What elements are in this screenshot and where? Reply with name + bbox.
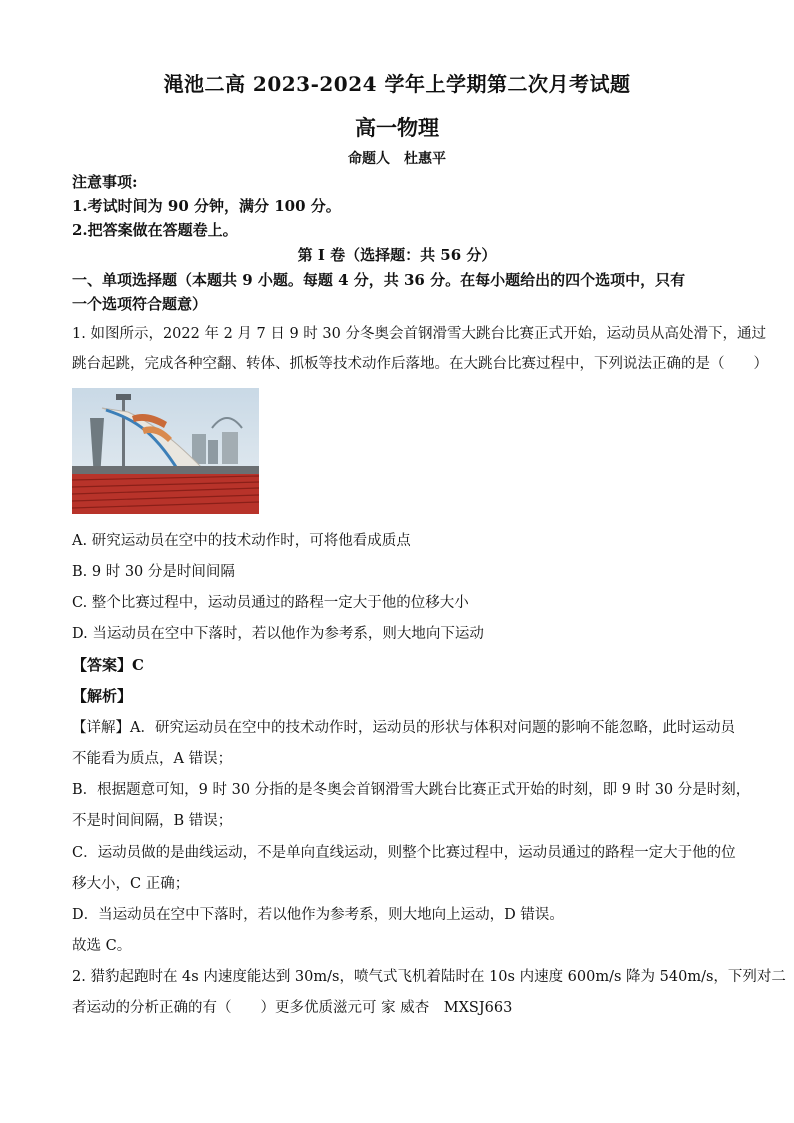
author-line: 命题人 杜惠平 (348, 151, 446, 167)
q2-stem-line1: 2. 猎豹起跑时在 4s 内速度能达到 30m/s，喷气式飞机着陆时在 10s 内速度 600m/s 降为 540m/s，下列对二 (72, 969, 786, 985)
q1-option-a: A. 研究运动员在空中的技术动作时，可将他看成质点 (72, 533, 411, 549)
part1-instructions-line2: 一个选项符合题意） (72, 295, 208, 313)
q1-option-d: D. 当运动员在空中下落时，若以他作为参考系，则大地向下运动 (72, 626, 484, 642)
q2-stem-line2: 者运动的分析正确的有（ ）更多优质滋元可 家 威杏 MXSJ663 (72, 1000, 513, 1016)
q1-option-c: C. 整个比赛过程中，运动员通过的路程一定大于他的位移大小 (72, 595, 469, 611)
notice-heading: 注意事项: (72, 173, 138, 191)
exam-title: 渑池二高 2023-2024 学年上学期第二次月考试题 (163, 72, 631, 96)
q1-analysis-label: 【解析】 (72, 687, 133, 705)
q1-stem-line2: 跳台起跳，完成各种空翻、转体、抓板等技术动作后落地。在大跳台比赛过程中，下列说法正确的是（ ） (72, 356, 768, 372)
q1-explanation-line6: 移大小，C 正确； (72, 876, 190, 892)
q1-explanation-line2: 不能看为质点，A 错误； (72, 751, 233, 767)
notice-item-2: 2.把答案做在答题卷上。 (72, 221, 238, 239)
notice-item-1: 1.考试时间为 90 分钟，满分 100 分。 (72, 197, 341, 215)
q1-answer: 【答案】C (72, 656, 144, 674)
subject-title: 高一物理 (355, 115, 439, 140)
q1-option-b: B. 9 时 30 分是时间间隔 (72, 564, 235, 580)
q1-explanation-line1: 【详解】A．研究运动员在空中的技术动作时，运动员的形状与体积对问题的影响不能忽略，此时运动员 (72, 720, 735, 736)
q1-stem-line1: 1. 如图所示，2022 年 2 月 7 日 9 时 30 分冬奥会首钢滑雪大跳台比赛正式开始，运动员从高处滑下，通过 (72, 326, 766, 342)
q1-explanation-line8: 故选 C。 (72, 938, 132, 954)
q1-explanation-line3: B．根据题意可知，9 时 30 分指的是冬奥会首钢滑雪大跳台比赛正式开始的时刻，即 9 时 30 分是时刻， (72, 782, 751, 798)
section-title: 第 I 卷（选择题：共 56 分） (297, 246, 497, 264)
q1-explanation-line5: C．运动员做的是曲线运动，不是单向直线运动，则整个比赛过程中，运动员通过的路程一定大于他的位 (72, 845, 736, 861)
q1-explanation-line7: D．当运动员在空中下落时，若以他作为参考系，则大地向上运动，D 错误。 (72, 907, 564, 923)
part1-instructions-line1: 一、单项选择题（本题共 9 小题。每题 4 分，共 36 分。在每小题给出的四个选项中，只有 (72, 271, 686, 289)
ski-jump-photo (72, 388, 259, 514)
q1-explanation-line4: 不是时间间隔，B 错误； (72, 813, 233, 829)
